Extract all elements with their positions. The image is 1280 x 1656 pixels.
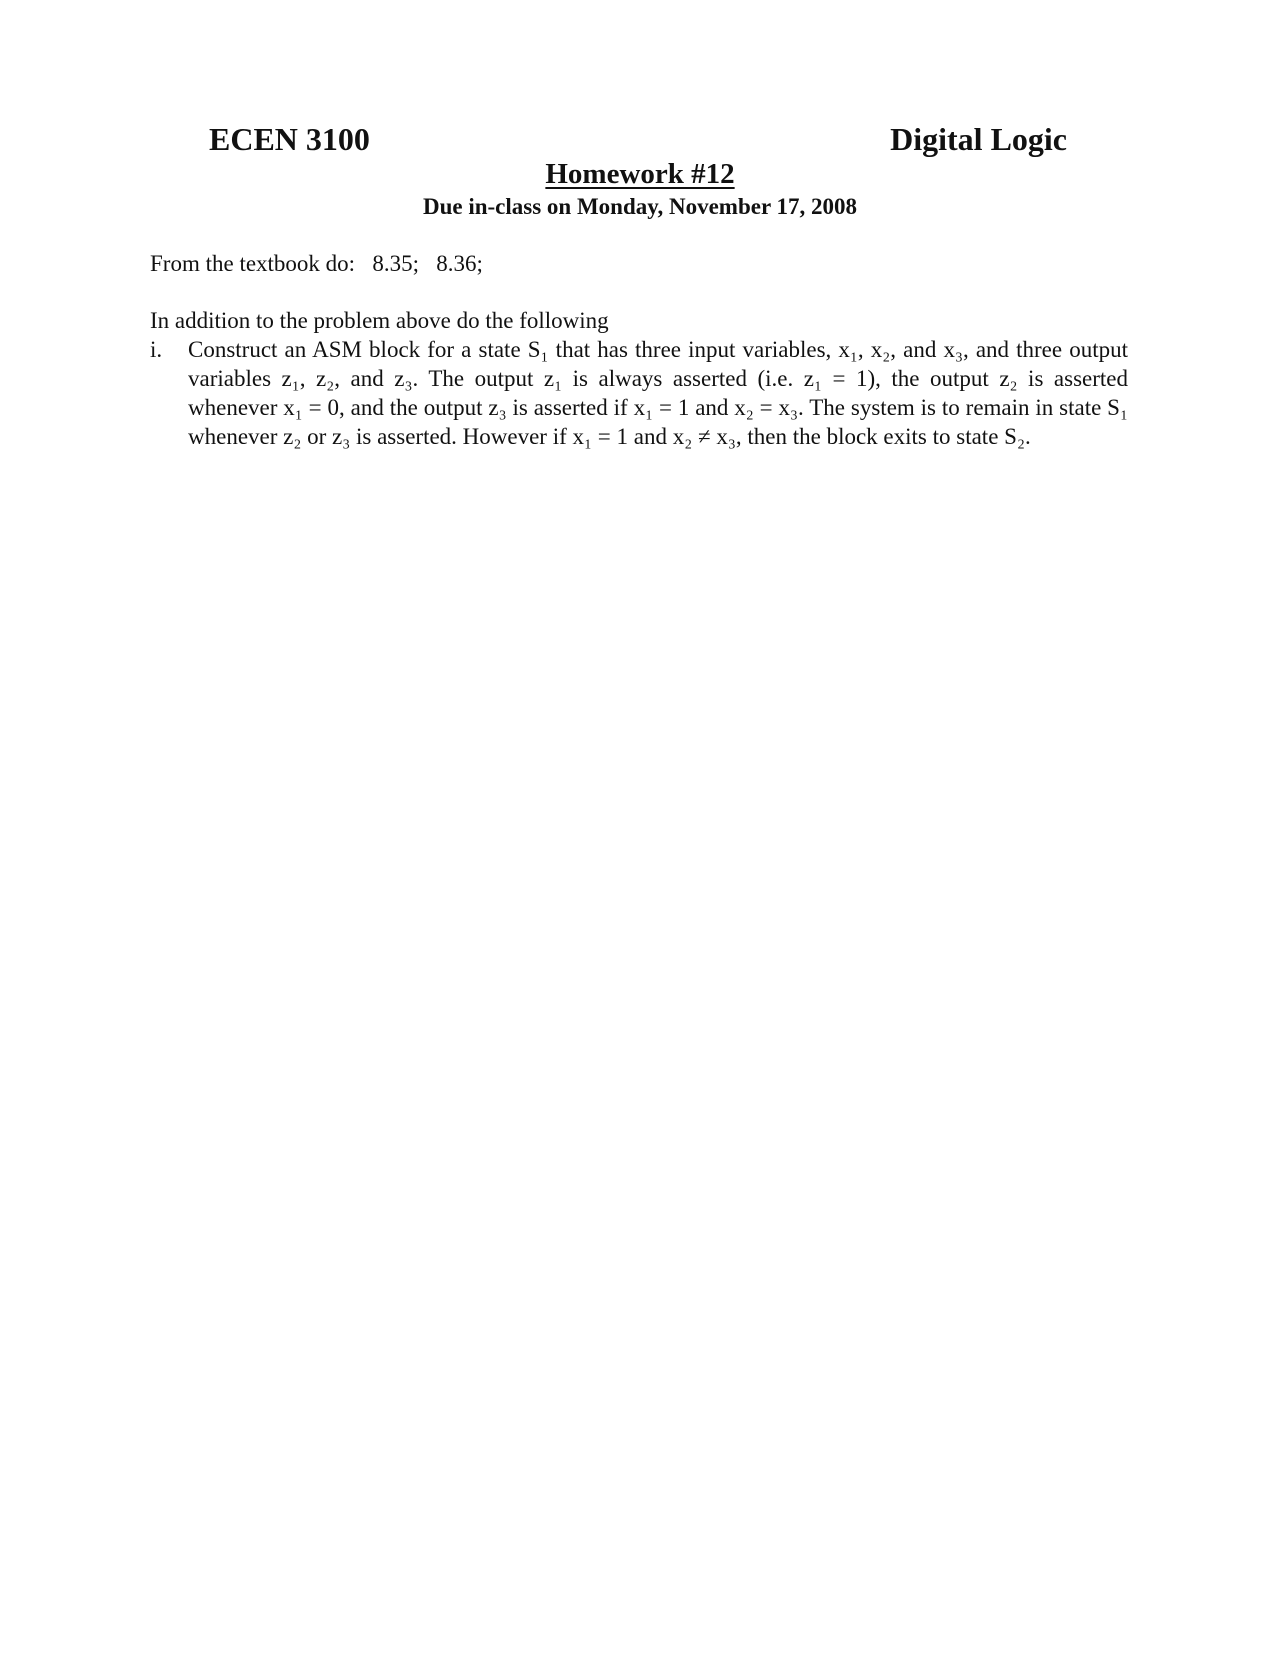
homework-title xyxy=(0,156,1280,192)
textbook-problems: From the textbook do: 8.35; 8.36; xyxy=(150,251,483,276)
due-date: Due in-class on Monday, November 17, 2008 xyxy=(422,194,858,219)
additional-intro: In addition to the problem above do the following xyxy=(150,308,609,333)
problem-item xyxy=(150,335,1128,451)
course-subject: Digital Logic xyxy=(890,121,1067,157)
homework-title-text: Homework #12 xyxy=(545,158,735,190)
course-number: ECEN 3100 xyxy=(209,121,370,157)
problem-item-text: Construct an ASM block for a state S₁ that has three input variables, x₁, x₂, and x₃, and three output variables z₁, z₂, and z₃. The output z₁ is always asserted (i.e. z₁ = 1), the output z₂ is asserted whenever x₁ = 0, and the output z₃ is asserted if x₁ = 1 and x₂ = x₃. The system is to remain in state S₁ whenever z₂ or z₃ is asserted. However if x₁ = 1 and x₂ ≠ x₃, then the block exits to state S₂. xyxy=(188,337,1128,449)
problem-item-marker: i. xyxy=(150,337,163,362)
